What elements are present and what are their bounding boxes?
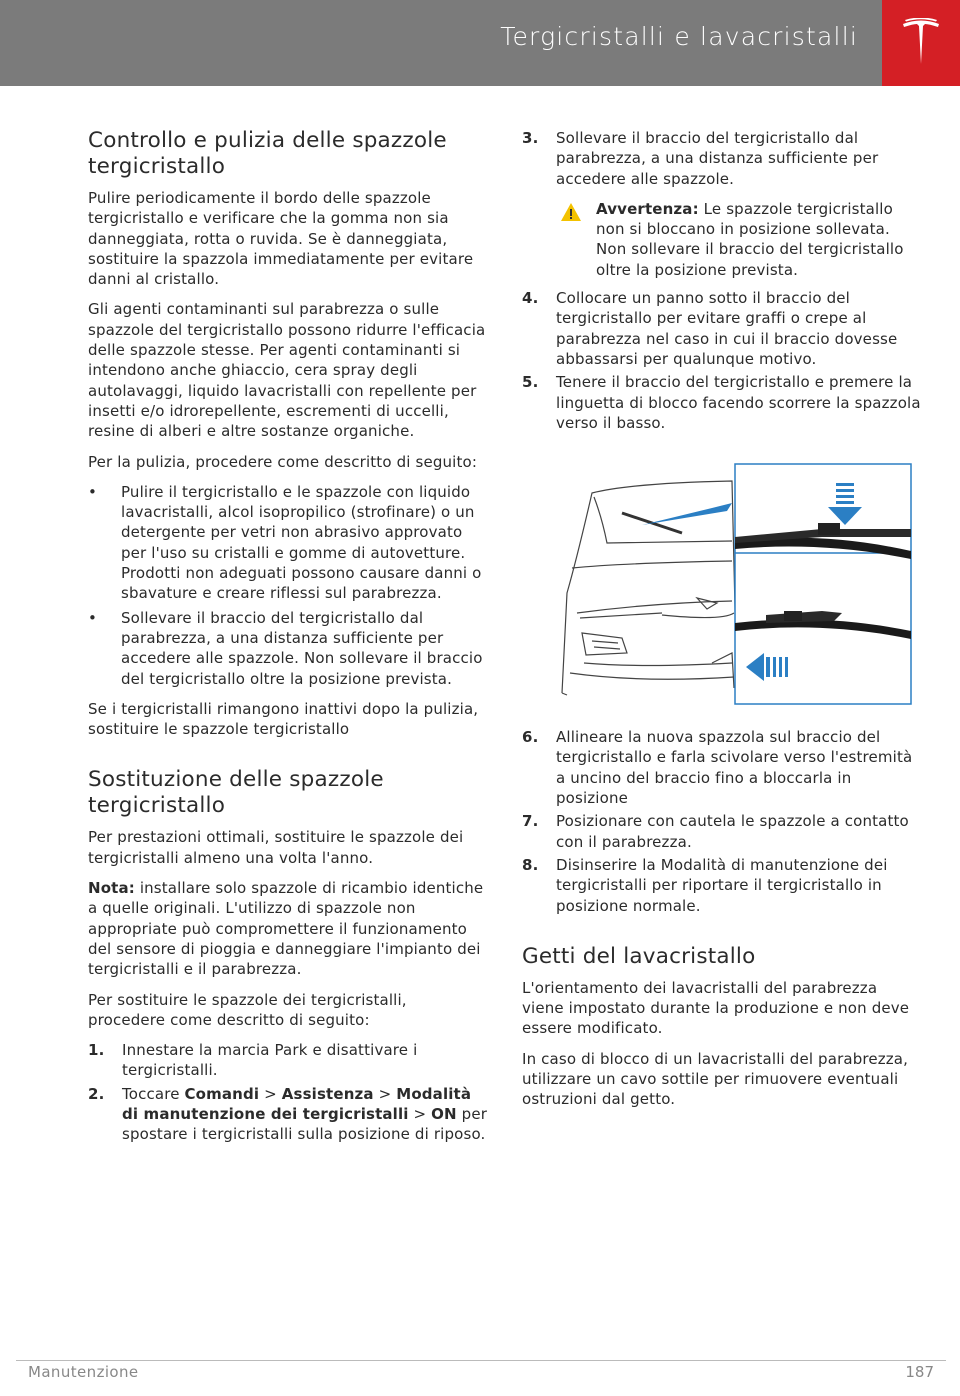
step-number: 3.: [522, 129, 539, 147]
paragraph: Per prestazioni ottimali, sostituire le spazzole dei tergicristalli almeno una volta l'anno.: [88, 828, 464, 867]
list-item-text: Pulire il tergicristallo e le spazzole con liquido lavacristalli, alcol isopropilico (strofinare) o un detergente per vetri non abrasivo approvato per l'uso su cristalli e gomme di autovetture. Prodotti non adeguati possono causare danni o sbavature e creare riflessi sul parabrezza.: [121, 482, 482, 603]
wiper-illustration-svg: [522, 463, 912, 705]
step-text: Toccare: [122, 1084, 185, 1103]
step-number: 8.: [522, 855, 539, 874]
section-heading-replacement: Sostituzione delle spazzole tergicristallo: [88, 767, 384, 819]
paragraph: Pulire periodicamente il bordo delle spazzole tergicristallo e verificare che la gomma non sia danneggiata, rotta o ruvida. Se è danneggiata, sostituire la spazzola immediatamente per evitare danni al cristallo.: [88, 189, 474, 289]
paragraph: Per sostituire le spazzole dei tergicristalli, procedere come descritto di seguito:: [88, 990, 407, 1029]
callout-pointer: [642, 503, 732, 525]
step-item: [522, 727, 922, 808]
step-item: [522, 372, 922, 433]
menu-path-separator: >: [408, 1104, 432, 1123]
bullet-marker: •: [88, 608, 97, 627]
note-text: installare solo spazzole di ricambio identiche a quelle originali. L'utilizzo di spazzole non appropriate può compromettere il funzionamento del sensore di pioggia e danneggiare l'impianto dei tergicristalli e il parabrezza.: [88, 879, 484, 979]
bullet-list: [88, 482, 488, 689]
right-column: [522, 128, 922, 1120]
step-text: per spostare i tergicristalli sulla posizione di riposo.: [122, 1104, 488, 1144]
paragraph: In caso di blocco di un lavacristalli del parabrezza, utilizzare un cavo sottile per rimuovere eventuali ostruzioni dal getto.: [522, 1049, 909, 1109]
menu-path-item: Assistenza: [281, 1084, 374, 1103]
left-column: [88, 128, 488, 1155]
section-heading-washer-jets: Getti del lavacristallo: [522, 943, 756, 969]
step-item: [522, 811, 922, 852]
step-text: Innestare la marcia Park e disattivare i tergicristalli.: [122, 1041, 418, 1080]
tesla-logo-icon: [901, 18, 941, 68]
list-item: [88, 608, 488, 689]
list-item-text: Sollevare il braccio del tergicristallo dal parabrezza, a una distanza sufficiente per accedere alle spazzole. Non sollevare il braccio del tergicristallo oltre la posizione prevista.: [121, 608, 483, 688]
paragraph: L'orientamento dei lavacristalli del parabrezza viene impostato durante la produzione e non deve essere modificato.: [522, 978, 910, 1038]
bullet-marker: •: [88, 482, 97, 501]
steps-list: [522, 288, 922, 433]
menu-path-item: Modalità di manutenzione dei tergicristalli: [122, 1084, 472, 1123]
locking-tab: [818, 523, 840, 535]
wiper-replacement-illustration: [522, 463, 912, 705]
step-item: [522, 855, 922, 916]
step-number: 5.: [522, 373, 539, 392]
step-text: Collocare un panno sotto il braccio del tergicristallo per evitare graffi o crepe al parabrezza nel caso in cui il braccio dovesse abbassarsi per qualunque motivo.: [556, 289, 898, 368]
step-text: Posizionare con cautela le spazzole a contatto con il parabrezza.: [556, 812, 909, 851]
step-number: 4.: [522, 289, 539, 308]
page-title: Tergicristalli e lavacristalli: [500, 22, 858, 51]
step-text: Allineare la nuova spazzola sul braccio del tergicristallo e farla scivolare verso l'estremità a uncino del braccio fino a bloccarla in posizione: [556, 728, 913, 808]
section-heading-cleaning: Controllo e pulizia delle spazzole tergicristallo: [88, 128, 447, 179]
page-number: 187: [905, 1363, 934, 1381]
menu-path-item: ON: [431, 1104, 457, 1123]
warning-text: Le spazzole tergicristallo non si bloccano in posizione sollevata. Non sollevare il braccio del tergicristallo oltre la posizione prevista.: [596, 199, 904, 279]
step-item: [88, 1084, 488, 1145]
step-text: Tenere il braccio del tergicristallo e premere la linguetta di blocco facendo scorrere la spazzola verso il basso.: [556, 373, 921, 432]
step-item: [522, 288, 922, 369]
steps-list: [522, 128, 922, 189]
step-item: [88, 1040, 488, 1081]
step-number: 6.: [522, 728, 539, 747]
steps-list: [522, 727, 922, 916]
step-number: 2.: [88, 1084, 105, 1103]
step-number: 7.: [522, 812, 539, 831]
note-paragraph: [88, 878, 488, 979]
warning-box: [522, 199, 922, 280]
footer-divider: [16, 1360, 946, 1361]
paragraph: Se i tergicristalli rimangono inattivi dopo la pulizia, sostituire le spazzole tergicristallo: [88, 699, 479, 739]
step-text: Disinserire la Modalità di manutenzione dei tergicristalli per riportare il tergicristallo in posizione normale.: [556, 855, 888, 915]
menu-path-separator: >: [373, 1084, 397, 1103]
menu-path-item: Comandi: [184, 1084, 260, 1103]
paragraph: Per la pulizia, procedere come descritto di seguito:: [88, 452, 478, 471]
step-item: [522, 128, 922, 189]
list-item: [88, 482, 488, 604]
footer-section: Manutenzione: [28, 1363, 139, 1381]
steps-list: [88, 1040, 488, 1144]
note-label: Nota:: [88, 879, 135, 898]
warning-triangle-icon: [560, 202, 582, 222]
page-header: [0, 0, 960, 86]
paragraph: Gli agenti contaminanti sul parabrezza o sulle spazzole del tergicristallo possono ridurre l'efficacia delle spazzole stesse. Per agenti contaminanti si intendono anche ghiaccio, cera spray degli autolavaggi, liquido lavacristalli con repellente per insetti e/o idrorepellente, escrementi di uccelli, resine di alberi e altre sostanze organiche.: [88, 300, 486, 441]
step-number: 1.: [88, 1041, 105, 1060]
brand-logo: [882, 0, 960, 86]
menu-path-separator: >: [259, 1084, 282, 1103]
warning-label: Avvertenza:: [596, 199, 699, 218]
step-text: Sollevare il braccio del tergicristallo dal parabrezza, a una distanza sufficiente per accedere alle spazzole.: [556, 129, 879, 188]
